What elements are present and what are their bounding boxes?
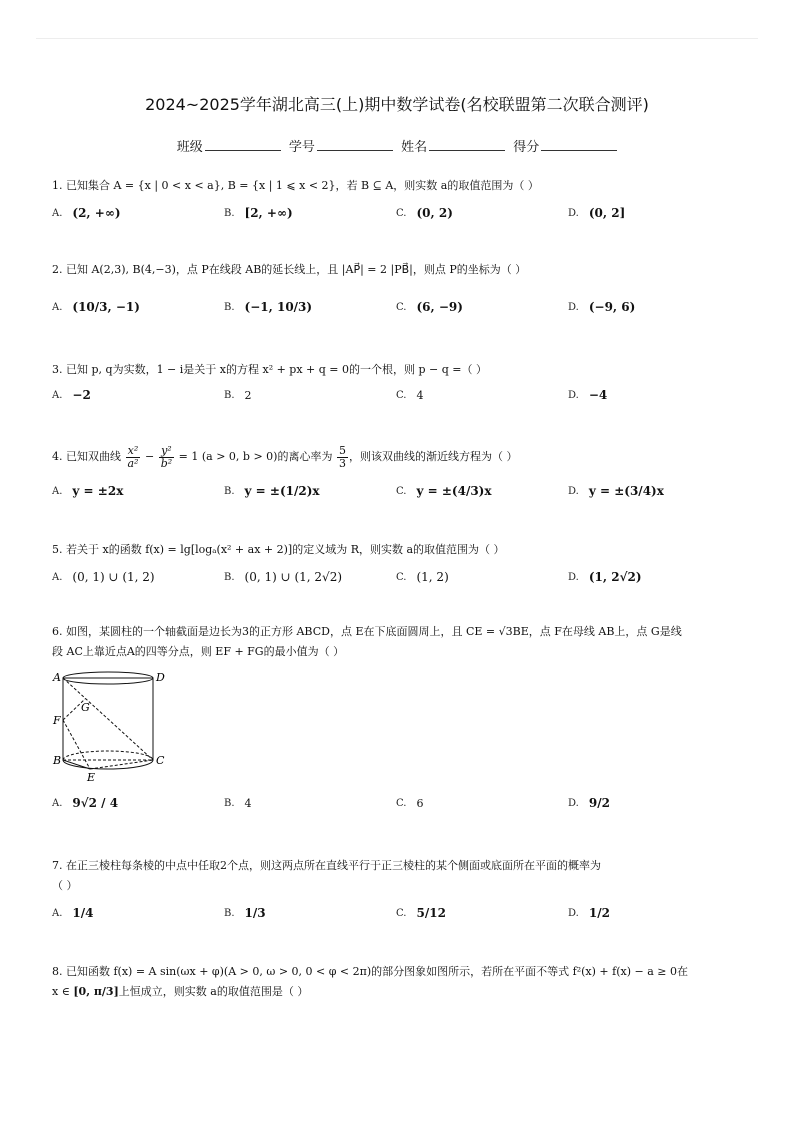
question-6-options bbox=[52, 788, 752, 818]
option-key: C. bbox=[396, 797, 407, 809]
option-value: (0, 1) ∪ (1, 2√2) bbox=[244, 570, 343, 584]
question-4-options bbox=[52, 476, 752, 506]
option-value: y = ±(1/2)x bbox=[244, 484, 320, 498]
q6-option-c[interactable] bbox=[396, 788, 423, 818]
option-key: A. bbox=[52, 797, 63, 809]
option-value: (0, 2) bbox=[416, 206, 453, 220]
score-blank[interactable] bbox=[541, 140, 617, 151]
cylinder-figure bbox=[50, 668, 180, 786]
option-key: B. bbox=[224, 207, 235, 219]
option-value: y = ±(4/3)x bbox=[416, 484, 492, 498]
q6-option-b[interactable] bbox=[224, 788, 252, 818]
q8-line2-pre: x ∈ bbox=[52, 985, 70, 998]
q5-option-c[interactable] bbox=[396, 562, 449, 592]
y2-over-b2: $\frac{\text{y²}}{\text{b²}}$ bbox=[160, 443, 173, 470]
question-1-options bbox=[52, 198, 752, 228]
label-d: D bbox=[156, 671, 165, 684]
q1-option-a[interactable] bbox=[52, 198, 121, 228]
q5-option-b[interactable] bbox=[224, 562, 342, 592]
option-key: D. bbox=[568, 301, 579, 313]
option-value: −2 bbox=[72, 388, 91, 402]
question-7-options bbox=[52, 898, 752, 928]
option-key: C. bbox=[396, 907, 407, 919]
question-3 bbox=[52, 360, 752, 380]
q6-option-a[interactable] bbox=[52, 788, 118, 818]
q7-option-a[interactable] bbox=[52, 898, 94, 928]
option-value: (0, 2] bbox=[588, 206, 626, 220]
option-key: D. bbox=[568, 907, 579, 919]
option-key: A. bbox=[52, 207, 63, 219]
q2-option-d[interactable] bbox=[568, 292, 635, 322]
q4-option-d[interactable] bbox=[568, 476, 664, 506]
q4-option-b[interactable] bbox=[224, 476, 320, 506]
option-key: C. bbox=[396, 571, 407, 583]
question-5-stem: 5. 若关于 x的函数 f(x) = lg[logₐ(x² + ax + 2)]的定义域为 R，则实数 a的取值范围为（ ） bbox=[52, 543, 505, 556]
option-key: D. bbox=[568, 571, 579, 583]
q3-option-c[interactable] bbox=[396, 380, 423, 410]
question-8-line2 bbox=[52, 982, 752, 1002]
option-value: 6 bbox=[416, 796, 424, 810]
option-value: 1/3 bbox=[244, 906, 266, 920]
question-2 bbox=[52, 260, 752, 280]
top-rule bbox=[36, 38, 758, 39]
q4-stem-post: 的离心率为 bbox=[277, 450, 333, 463]
label-a: A bbox=[53, 671, 61, 684]
question-1 bbox=[52, 176, 752, 196]
q6-option-d[interactable] bbox=[568, 788, 610, 818]
option-key: D. bbox=[568, 797, 579, 809]
q4-option-a[interactable] bbox=[52, 476, 123, 506]
q5-option-d[interactable] bbox=[568, 562, 642, 592]
q7-option-c[interactable] bbox=[396, 898, 446, 928]
question-2-options bbox=[52, 292, 752, 322]
q3-option-d[interactable] bbox=[568, 380, 607, 410]
option-key: B. bbox=[224, 389, 235, 401]
question-6-line2: 段 AC上靠近点A的四等分点，则 EF + FG的最小值为（ ） bbox=[52, 645, 345, 658]
q2-option-c[interactable] bbox=[396, 292, 463, 322]
option-key: C. bbox=[396, 207, 407, 219]
option-value: y = ±2x bbox=[72, 484, 124, 498]
option-value: (2, +∞) bbox=[72, 206, 121, 220]
option-key: C. bbox=[396, 485, 407, 497]
option-value: (6, −9) bbox=[416, 300, 463, 314]
score-label: 得分 bbox=[513, 140, 540, 155]
q5-option-a[interactable] bbox=[52, 562, 155, 592]
q2-option-b[interactable] bbox=[224, 292, 312, 322]
option-value: (10/3, −1) bbox=[72, 300, 140, 314]
option-key: A. bbox=[52, 907, 63, 919]
eccentricity-fraction bbox=[337, 445, 348, 470]
option-value: (0, 1) ∪ (1, 2) bbox=[72, 570, 155, 584]
label-e: E bbox=[87, 771, 96, 784]
name-label: 姓名 bbox=[401, 140, 428, 155]
label-b: B bbox=[53, 754, 62, 767]
option-value: 5/12 bbox=[416, 906, 446, 920]
q8-line2-post: 上恒成立，则实数 a的取值范围是（ ） bbox=[118, 985, 309, 998]
q3-option-a[interactable] bbox=[52, 380, 91, 410]
question-3-options bbox=[52, 380, 752, 410]
q2-option-a[interactable] bbox=[52, 292, 140, 322]
x2-over-a2: $\frac{\text{x²}}{\text{a²}}$ bbox=[127, 443, 139, 470]
option-key: B. bbox=[224, 485, 235, 497]
option-key: C. bbox=[396, 389, 407, 401]
option-key: A. bbox=[52, 301, 63, 313]
question-8 bbox=[52, 962, 752, 1002]
q7-option-d[interactable] bbox=[568, 898, 610, 928]
q4-option-c[interactable] bbox=[396, 476, 492, 506]
q4-stem-end: ，则该双曲线的渐近线方程为（ ） bbox=[348, 450, 518, 463]
q4-stem-pre: 4. 已知双曲线 bbox=[52, 450, 121, 463]
option-value: (−1, 10/3) bbox=[244, 300, 313, 314]
option-key: A. bbox=[52, 485, 63, 497]
option-key: B. bbox=[224, 301, 235, 313]
question-7-line1: 7. 在正三棱柱每条棱的中点中任取2个点，则这两点所在直线平行于正三棱柱的某个侧面或底面所在平面的概率为 bbox=[52, 859, 601, 872]
option-value: 9/2 bbox=[588, 796, 610, 810]
option-key: C. bbox=[396, 301, 407, 313]
option-key: D. bbox=[568, 207, 579, 219]
question-1-stem: 1. 已知集合 A = {x | 0 < x < a}, B = {x | 1 ⩽ x < 2}，若 B ⊆ A，则实数 a的取值范围为（ ） bbox=[52, 179, 539, 192]
ecc-denominator: 3 bbox=[338, 456, 346, 470]
student-id-blank[interactable] bbox=[317, 140, 393, 151]
question-8-line1: 8. 已知函数 f(x) = A sin(ωx + φ)(A > 0, ω > 0, 0 < φ < 2π)的部分图象如图所示，若所在平面不等式 f²(x) + f(x) − a ≥ 0在 bbox=[52, 965, 688, 978]
name-blank[interactable] bbox=[429, 140, 505, 151]
bottom-back-arc bbox=[63, 751, 153, 760]
question-4: 4. 已知双曲线 $\frac{\text{x²}}{\text{a²}}$ − $\frac{\text{y²}}{\text{b²}}$ = 1 (a > 0, b > 0)的离心率为 $\frac{5}{3}$ ，则该双曲线的渐近线方程为（ ） bbox=[52, 443, 518, 470]
class-blank[interactable] bbox=[205, 140, 281, 151]
option-key: A. bbox=[52, 389, 63, 401]
option-value: [2, +∞) bbox=[244, 206, 293, 220]
option-value: (1, 2) bbox=[416, 570, 449, 584]
label-c: C bbox=[156, 754, 165, 767]
q7-option-b[interactable] bbox=[224, 898, 266, 928]
q1-option-c[interactable] bbox=[396, 198, 453, 228]
option-key: B. bbox=[224, 797, 235, 809]
class-label: 班级 bbox=[176, 140, 203, 155]
option-value: (−9, 6) bbox=[588, 300, 636, 314]
option-value: 2 bbox=[244, 388, 252, 402]
q1-option-d[interactable] bbox=[568, 198, 625, 228]
segment-ac bbox=[63, 678, 153, 760]
option-value: y = ±(3/4)x bbox=[588, 484, 664, 498]
question-5 bbox=[52, 540, 752, 560]
option-value: −4 bbox=[588, 388, 608, 402]
option-key: A. bbox=[52, 571, 63, 583]
option-value: 1/4 bbox=[72, 906, 94, 920]
option-key: B. bbox=[224, 907, 235, 919]
option-key: B. bbox=[224, 571, 235, 583]
q3-option-b[interactable] bbox=[224, 380, 252, 410]
option-key: D. bbox=[568, 485, 579, 497]
q4-eq-mid: = 1 (a > 0, b > 0) bbox=[178, 450, 278, 463]
question-6-line1: 6. 如图，某圆柱的一个轴截面是边长为3的正方形 ABCD，点 E在下底面圆周上，且 CE = √3BE，点 F在母线 AB上，点 G是线 bbox=[52, 625, 682, 638]
student-info-fields bbox=[0, 136, 794, 155]
option-value: 9√2 / 4 bbox=[72, 796, 119, 810]
question-3-stem: 3. 已知 p, q为实数，1 − i是关于 x的方程 x² + px + q = 0的一个根，则 p − q =（ ） bbox=[52, 363, 488, 376]
option-value: 4 bbox=[416, 388, 424, 402]
label-f: F bbox=[53, 714, 61, 727]
option-value: (1, 2√2) bbox=[588, 570, 642, 584]
exam-title: 2024~2025学年湖北高三(上)期中数学试卷(名校联盟第二次联合测评) bbox=[145, 95, 649, 114]
option-value: 4 bbox=[244, 796, 252, 810]
question-7 bbox=[52, 856, 752, 896]
option-value: 1/2 bbox=[588, 906, 610, 920]
ecc-numerator: 5 bbox=[338, 443, 346, 457]
label-g: G bbox=[81, 701, 90, 714]
q1-option-b[interactable] bbox=[224, 198, 293, 228]
question-5-options bbox=[52, 562, 752, 592]
option-key: D. bbox=[568, 389, 579, 401]
question-7-line2: （ ） bbox=[52, 879, 78, 892]
question-2-stem: 2. 已知 A(2,3), B(4,−3)，点 P在线段 AB的延长线上，且 |AP⃗| = 2 |PB⃗|，则点 P的坐标为（ ） bbox=[52, 263, 527, 276]
q8-interval: [0, π/3] bbox=[73, 985, 119, 998]
student-id-label: 学号 bbox=[288, 140, 315, 155]
segment-ec bbox=[90, 760, 153, 769]
question-6 bbox=[52, 622, 752, 662]
